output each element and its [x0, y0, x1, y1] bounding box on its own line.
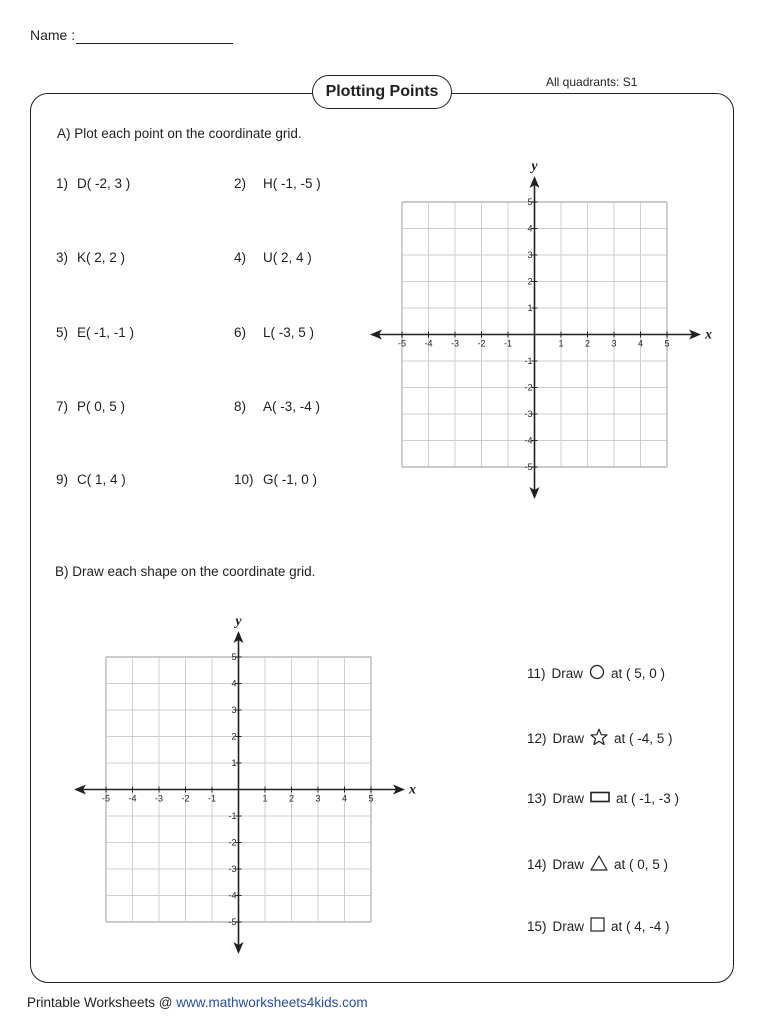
x-tick-label: -5	[101, 793, 111, 804]
y-tick-label: 5	[527, 197, 533, 207]
plot-item-point: L( -3, 5 )	[263, 325, 315, 340]
draw-item-15	[527, 917, 670, 935]
plot-item-point: A( -3, -4 )	[263, 399, 321, 414]
plot-item-6	[234, 325, 314, 340]
x-tick-label: 4	[637, 338, 644, 349]
x-tick-label: 3	[315, 793, 321, 804]
x-axis-label: x	[409, 782, 416, 798]
x-tick-label: -5	[397, 338, 407, 349]
footer	[27, 995, 368, 1010]
plot-item-10	[234, 472, 317, 487]
y-axis-label: y	[235, 614, 242, 629]
draw-item-location: at ( 4, -4 )	[611, 918, 670, 934]
x-tick-label: 1	[558, 338, 564, 349]
y-tick-label: -5	[228, 917, 237, 927]
draw-item-13	[527, 791, 679, 806]
plot-item-9	[56, 472, 126, 487]
plot-item-point: G( -1, 0 )	[263, 472, 318, 487]
plot-item-point: D( -2, 3 )	[77, 176, 131, 191]
x-tick-label: -1	[503, 338, 513, 349]
draw-item-verb: Draw	[552, 857, 585, 872]
plot-item-point: K( 2, 2 )	[77, 250, 126, 265]
x-tick-label: -2	[477, 338, 486, 349]
x-tick-label: -1	[207, 793, 217, 804]
draw-item-location: at ( -1, -3 )	[616, 791, 680, 806]
x-tick-label: 2	[288, 793, 295, 804]
y-tick-label: -2	[228, 837, 237, 848]
y-tick-label: 1	[231, 758, 237, 768]
plot-item-number: 6)	[234, 325, 247, 340]
section-b-instruction: B) Draw each shape on the coordinate grid.	[55, 564, 316, 579]
y-tick-label: 4	[527, 223, 533, 234]
draw-item-verb: Draw	[552, 791, 585, 806]
plot-item-number: 5)	[56, 325, 69, 340]
draw-item-verb: Draw	[552, 918, 585, 934]
x-tick-label: 5	[664, 338, 670, 349]
plot-item-8	[234, 399, 320, 414]
star-icon	[590, 728, 608, 749]
plot-item-number: 9)	[56, 472, 69, 487]
y-tick-label: -4	[228, 890, 237, 901]
y-tick-label: -1	[524, 356, 533, 366]
section-a-instruction: A) Plot each point on the coordinate grid.	[57, 126, 302, 141]
plot-item-point: C( 1, 4 )	[77, 472, 126, 487]
plot-item-4	[234, 250, 312, 265]
x-tick-label: 4	[341, 793, 348, 804]
draw-item-number: 11)	[527, 666, 546, 681]
x-tick-label: -4	[424, 338, 433, 349]
plot-item-number: 10)	[234, 472, 254, 487]
plot-item-number: 3)	[56, 250, 69, 265]
plot-item-point: H( -1, -5 )	[263, 176, 321, 191]
coordinate-grid-a[interactable]	[360, 150, 720, 520]
name-blank-line[interactable]	[76, 43, 233, 44]
plot-item-number: 4)	[234, 250, 247, 265]
y-tick-label: -4	[524, 435, 533, 446]
plot-item-5	[56, 325, 134, 340]
draw-item-number: 13)	[527, 791, 547, 806]
plot-item-7	[56, 399, 125, 414]
draw-item-verb: Draw	[551, 666, 584, 681]
x-axis-label: x	[705, 327, 712, 343]
draw-item-number: 14)	[527, 857, 547, 872]
y-tick-label: 2	[231, 731, 237, 742]
draw-item-11	[527, 664, 665, 683]
worksheet-title: Plotting Points	[312, 75, 452, 109]
y-tick-label: 5	[231, 652, 237, 662]
draw-item-number: 12)	[527, 731, 547, 746]
plot-item-point: P( 0, 5 )	[77, 399, 126, 414]
draw-item-number: 15)	[527, 918, 547, 934]
footer-link[interactable]: www.mathworksheets4kids.com	[176, 995, 368, 1010]
rectangle-icon	[590, 791, 610, 806]
draw-item-location: at ( 5, 0 )	[611, 666, 666, 681]
draw-item-location: at ( -4, 5 )	[614, 731, 673, 746]
y-axis-label: y	[531, 159, 538, 174]
y-tick-label: 1	[527, 303, 533, 313]
square-icon	[590, 917, 605, 935]
x-tick-label: 3	[611, 338, 617, 349]
y-tick-label: -5	[524, 462, 533, 472]
y-tick-label: 3	[231, 705, 237, 715]
y-tick-label: 4	[231, 678, 237, 689]
draw-item-verb: Draw	[552, 731, 585, 746]
y-tick-label: 2	[527, 276, 533, 287]
triangle-icon	[590, 855, 608, 874]
x-tick-label: 2	[584, 338, 591, 349]
plot-item-number: 7)	[56, 399, 69, 414]
plot-item-point: E( -1, -1 )	[77, 325, 135, 340]
plot-item-number: 1)	[56, 176, 69, 191]
plot-item-point: U( 2, 4 )	[263, 250, 312, 265]
plot-item-1	[56, 176, 130, 191]
x-tick-label: 1	[262, 793, 268, 804]
footer-prefix: Printable Worksheets @	[27, 995, 177, 1010]
x-tick-label: -2	[181, 793, 190, 804]
plot-item-2	[234, 176, 321, 191]
y-tick-label: -3	[228, 864, 237, 874]
plot-item-3	[56, 250, 125, 265]
name-label: Name :	[30, 27, 76, 43]
draw-item-location: at ( 0, 5 )	[614, 857, 669, 872]
x-tick-label: -3	[450, 338, 460, 349]
y-tick-label: -1	[228, 811, 237, 821]
set-label: All quadrants: S1	[546, 75, 638, 89]
draw-item-12	[527, 728, 673, 749]
y-tick-label: 3	[527, 250, 533, 260]
draw-item-14	[527, 855, 668, 874]
x-tick-label: -4	[128, 793, 137, 804]
coordinate-grid-b[interactable]	[64, 605, 424, 975]
y-tick-label: -2	[524, 382, 533, 393]
x-tick-label: 5	[368, 793, 374, 804]
plot-item-number: 8)	[234, 399, 247, 414]
plot-item-number: 2)	[234, 176, 247, 191]
x-tick-label: -3	[154, 793, 164, 804]
y-tick-label: -3	[524, 409, 533, 419]
circle-icon	[589, 664, 605, 683]
